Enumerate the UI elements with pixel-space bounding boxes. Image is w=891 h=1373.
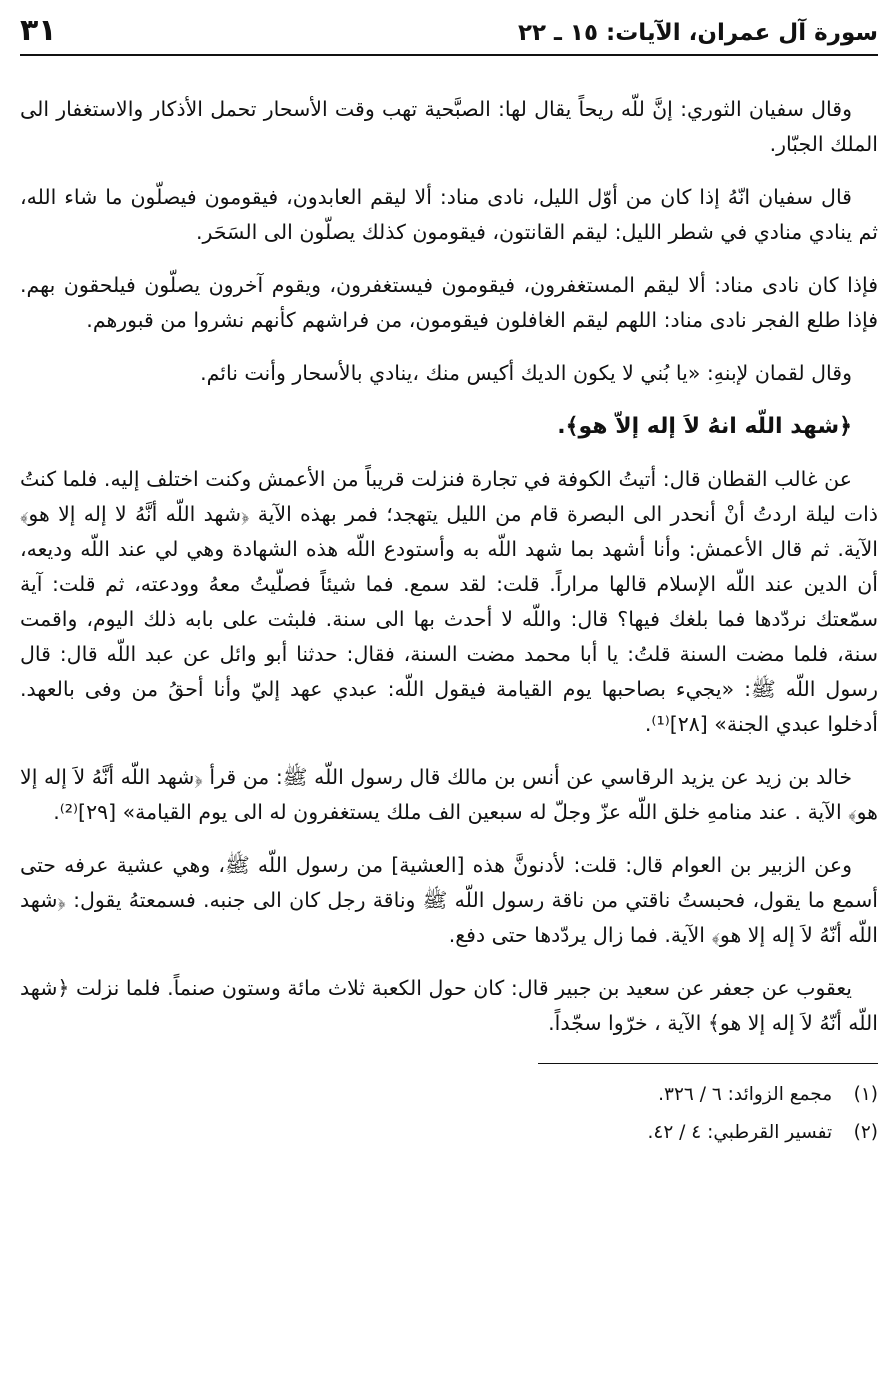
footnote-divider	[538, 1063, 878, 1064]
running-title: سورة آل عمران، الآيات: ١٥ ـ ٢٢	[517, 20, 878, 46]
paragraph-ghalib-qattan: عن غالب القطان قال: أتيتُ الكوفة في تجارة فنزلت قريباً من الأعمش وكنت اختلف إليه. فلما كنتُ ذات ليلة اردتُ أنْ أنحدر الى البصرة قام من الليل يتهجد؛ فمر بهذه الآية ﴿شهد اللّه أنَّهُ لا إله إلا هو﴾ الآية. ثم قال الأعمش: وأنا أشهد بما شهد اللّه به وأستودع اللّه هذه الشهادة وهي لي عند اللّه وديعه، أن الدين عند اللّه الإسلام قالها مراراً. قلت: لقد سمع. فما شيئاً فصلّيتُ معهُ وودعته، ثم قلت: آية سمّعتك نردّدها فما بلغك فيها؟ قال: واللّه لا أحدث بها الى سنة. فلبثت على بابه ذلك اليوم، واقمت سنة، فلما مضت السنة قلتُ: يا أبا محمد مضت السنة، فقال: حدثنا أبو وائل عن عبد اللّه قال: قال رسول اللّه ﷺ: «يجيء بصاحبها يوم القيامة فيقول اللّه: عبدي عهد إليّ وأنا أحقُ من وفى بالعهد. أدخلوا عبدي الجنة» [٢٨]⁽¹⁾.	[20, 467, 878, 736]
footnote-text: مجمع الزوائد: ٦ / ٣٢٦.	[658, 1084, 833, 1105]
verse-heading: ﴿شهد اللّه انهُ لاَ إله إلاّ هو﴾.	[557, 414, 852, 439]
paragraph-sufyan-night-call: قال سفيان انّهُ إذا كان من أوّل الليل، نادى مناد: ألا ليقم العابدون، فيقومون فيصلّون ما شاء الله، ثم ينادي منادي في شطر الليل: ليقم القانتون، فيقومون كذلك يصلّون الى السَحَر.	[20, 185, 878, 244]
footnote-number: (٢)	[853, 1122, 878, 1143]
paragraph-sufyan-thawri: وقال سفيان الثوري: إنَّ للّه ريحاً يقال لها: الصبَّحية تهب وقت الأسحار تحمل الأذكار والاستغفار الى الملك الجبّار.	[20, 97, 878, 156]
footnote-text: تفسير القرطبي: ٤ / ٤٢.	[647, 1122, 833, 1143]
page-header	[20, 10, 878, 56]
footnote-2	[20, 1118, 878, 1148]
paragraph-yaqub: يعقوب عن جعفر عن سعيد بن جبير قال: كان حول الكعبة ثلاث مائة وستون صنماً. فلما نزلت ﴿شهد اللّه أنّهُ لاَ إله إلا هو﴾ الآية ، خرّوا سجّداً.	[20, 976, 878, 1035]
footnote-1	[20, 1080, 878, 1110]
footnotes	[20, 1080, 878, 1148]
book-page	[20, 10, 878, 1365]
paragraph-zubayr: وعن الزبير بن العوام قال: قلت: لأدنونَّ هذه [العشية] من رسول اللّه ﷺ، وهي عشية عرفه حتى أسمع ما يقول، فحبستُ ناقتي من ناقة رسول اللّه ﷺ وناقة رجل كان الى جنبه. فسمعتهُ يقول: ﴿شهد اللّه أنّهُ لاَ إله إلا هو﴾ الآية. فما زال يردّدها حتى دفع.	[20, 853, 878, 947]
page-number: ٣١	[20, 13, 57, 48]
paragraph-luqman: وقال لقمان لإبنهِ: «يا بُني لا يكون الديك أكيس منك ،ينادي بالأسحار وأنت نائم.	[200, 361, 852, 385]
page-body	[20, 92, 878, 1041]
paragraph-dawn-call: فإذا كان نادى مناد: ألا ليقم المستغفرون، فيقومون فيستغفرون، ويقوم آخرون يصلّون فيلحقون بهم. فإذا طلع الفجر نادى مناد: اللهم ليقم الغافلون فيقومون، من فراشهم كأنهم نشروا من قبورهم.	[20, 273, 878, 332]
paragraph-khalid-bin-zayd: خالد بن زيد عن يزيد الرقاسي عن أنس بن مالك قال رسول اللّه ﷺ: من قرأ ﴿شهد اللّه أنَّهُ لاَ إله إلا هو﴾ الآية . عند منامهِ خلق اللّه عزّ وجلّ له سبعين الف ملك يستغفرون له الى يوم القيامة» [٢٩]⁽²⁾.	[20, 765, 878, 824]
footnote-number: (١)	[853, 1084, 878, 1105]
